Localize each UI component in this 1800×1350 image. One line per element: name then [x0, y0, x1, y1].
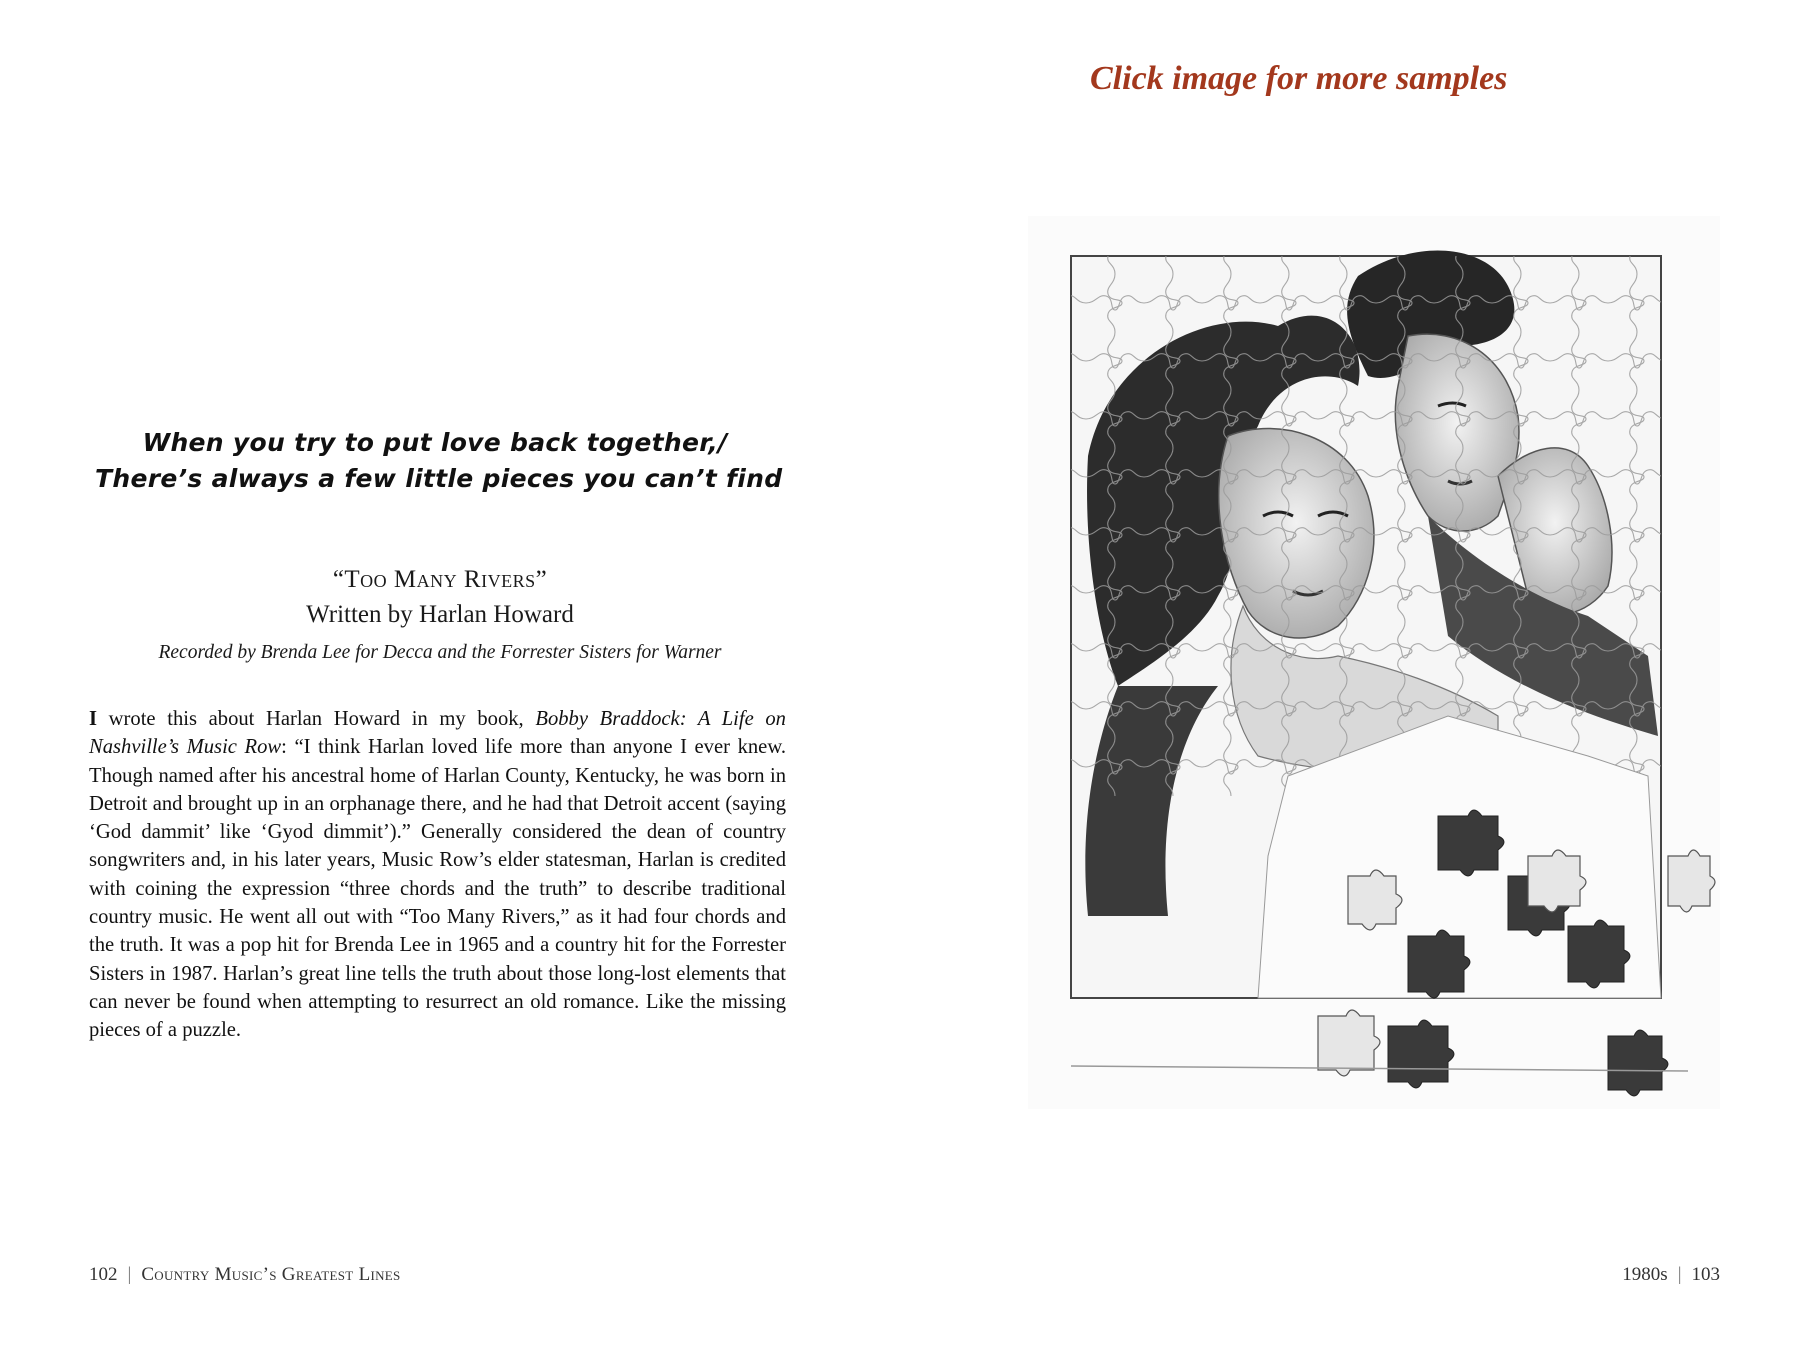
body-paragraph	[89, 705, 786, 1045]
illustration-drawing	[1028, 216, 1720, 1109]
song-credits	[90, 563, 790, 671]
body-text-part: : “I think Harlan loved life more than anyone I ever knew. Though named after his ancestral home of Harlan County, Kentucky, he was born in Detroit and brought up in an orphanage there, and he had that Detroit accent (saying ‘God dammit’ like ‘Gyod dimmit’).” Generally considered the dean of country songwriters and, in his later years, Music Row’s elder statesman, Harlan is credited with coining the expression “three chords and the truth” to describe traditional country music. He went all out with “Too Many Rivers,” as it had four chords and the truth. It was a pop hit for Brenda Lee in 1965 and a country hit for the Forrester Sisters in 1987. Harlan’s great line tells the truth about those long-lost elements that can never be found when attempting to resurrect an old romance. Like the missing pieces of a puzzle.	[89, 736, 786, 1042]
lyric-line: There’s always a few little pieces you can’t find	[95, 464, 783, 493]
book-title: Bobby Braddock: A Life on Nashville’s Music Row	[89, 708, 786, 759]
section-label: 1980s	[1622, 1264, 1668, 1285]
drop-cap: I	[89, 708, 98, 730]
running-title: Country Music’s Greatest Lines	[141, 1264, 401, 1285]
right-page-footer	[1622, 1264, 1720, 1286]
footer-separator: |	[127, 1264, 132, 1285]
more-samples-link[interactable]: Click image for more samples	[1090, 60, 1508, 97]
left-page-footer	[89, 1264, 401, 1286]
song-title: “Too Many Rivers”	[332, 566, 548, 593]
song-recorded-by: Recorded by Brenda Lee for Decca and the Forrester Sisters for Warner	[158, 642, 722, 663]
featured-lyric	[95, 425, 783, 497]
puzzle-couple-illustration[interactable]	[1028, 216, 1720, 1109]
right-page	[900, 0, 1800, 1350]
page-number: 102	[89, 1264, 118, 1285]
footer-separator: |	[1677, 1264, 1682, 1285]
page-number: 103	[1691, 1264, 1720, 1285]
lyric-line: When you try to put love back together,/	[142, 428, 728, 457]
body-text-part: wrote this about Harlan Howard in my book,	[97, 708, 536, 730]
song-writer: Written by Harlan Howard	[306, 601, 574, 628]
